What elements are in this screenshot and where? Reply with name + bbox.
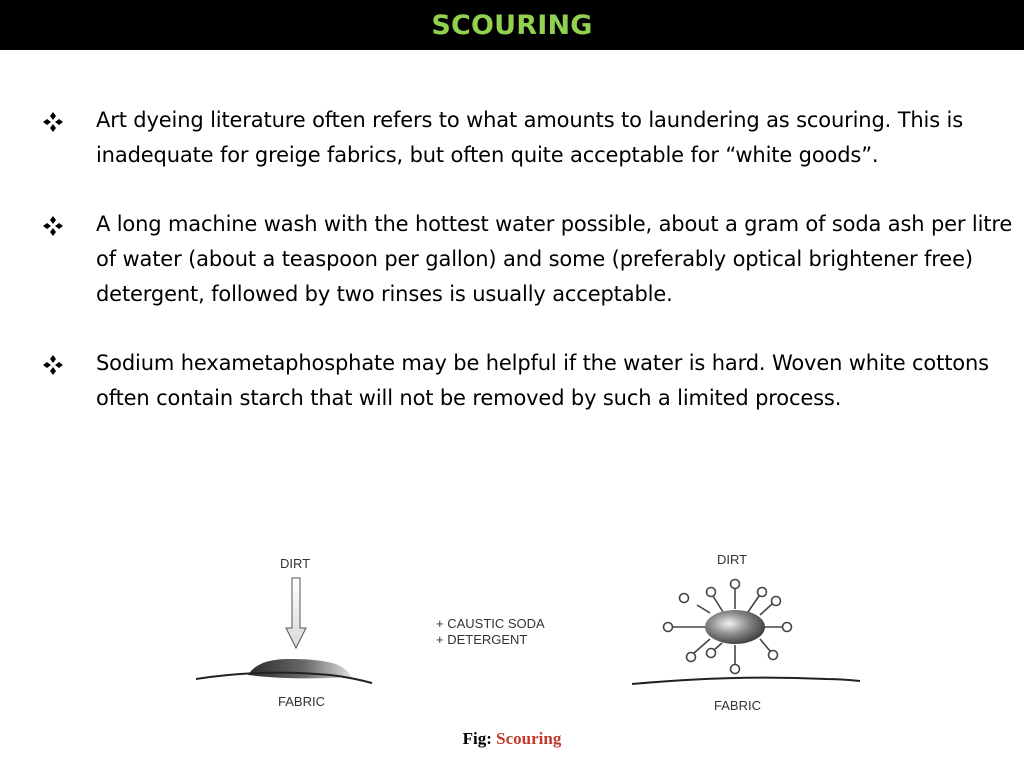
bullet-item [40, 346, 1024, 416]
title-bar [0, 0, 1024, 50]
right-dirt-label: DIRT [717, 552, 748, 567]
bullet-item [40, 103, 1024, 173]
bullet-text: Art dyeing literature often refers to what amounts to laundering as scouring. This is inadequate for greige fabrics, but often quite acceptable for “white goods”. [96, 108, 964, 167]
fabric-line-right [632, 678, 860, 684]
left-fabric-label: FABRIC [278, 694, 325, 709]
left-dirt-label: DIRT [280, 556, 311, 571]
four-diamond-bullet-icon [43, 355, 63, 375]
bullet-text: A long machine wash with the hottest water possible, about a gram of soda ash per litre of water (about a teaspoon per gallon) and some (preferably optical brightener free) detergent, followed by two rinses is usually acceptable. [96, 212, 1013, 306]
four-diamond-bullet-icon [43, 112, 63, 132]
bullet-item [40, 207, 1024, 312]
reagent-detergent: + DETERGENT [436, 632, 528, 647]
figure-caption [0, 729, 1024, 749]
down-arrow-icon [286, 578, 306, 648]
caption-title: Scouring [496, 729, 562, 748]
right-fabric-label: FABRIC [714, 698, 761, 713]
slide-title: SCOURING [431, 9, 593, 41]
reagent-caustic-soda: + CAUSTIC SODA [436, 616, 545, 631]
dirt-micelle [664, 580, 792, 674]
four-diamond-bullet-icon [43, 216, 63, 236]
bullet-list [40, 103, 1024, 450]
caption-prefix: Fig: [462, 729, 492, 748]
bullet-text: Sodium hexametaphosphate may be helpful if the water is hard. Woven white cottons often contain starch that will not be removed by such a limited process. [96, 351, 989, 410]
